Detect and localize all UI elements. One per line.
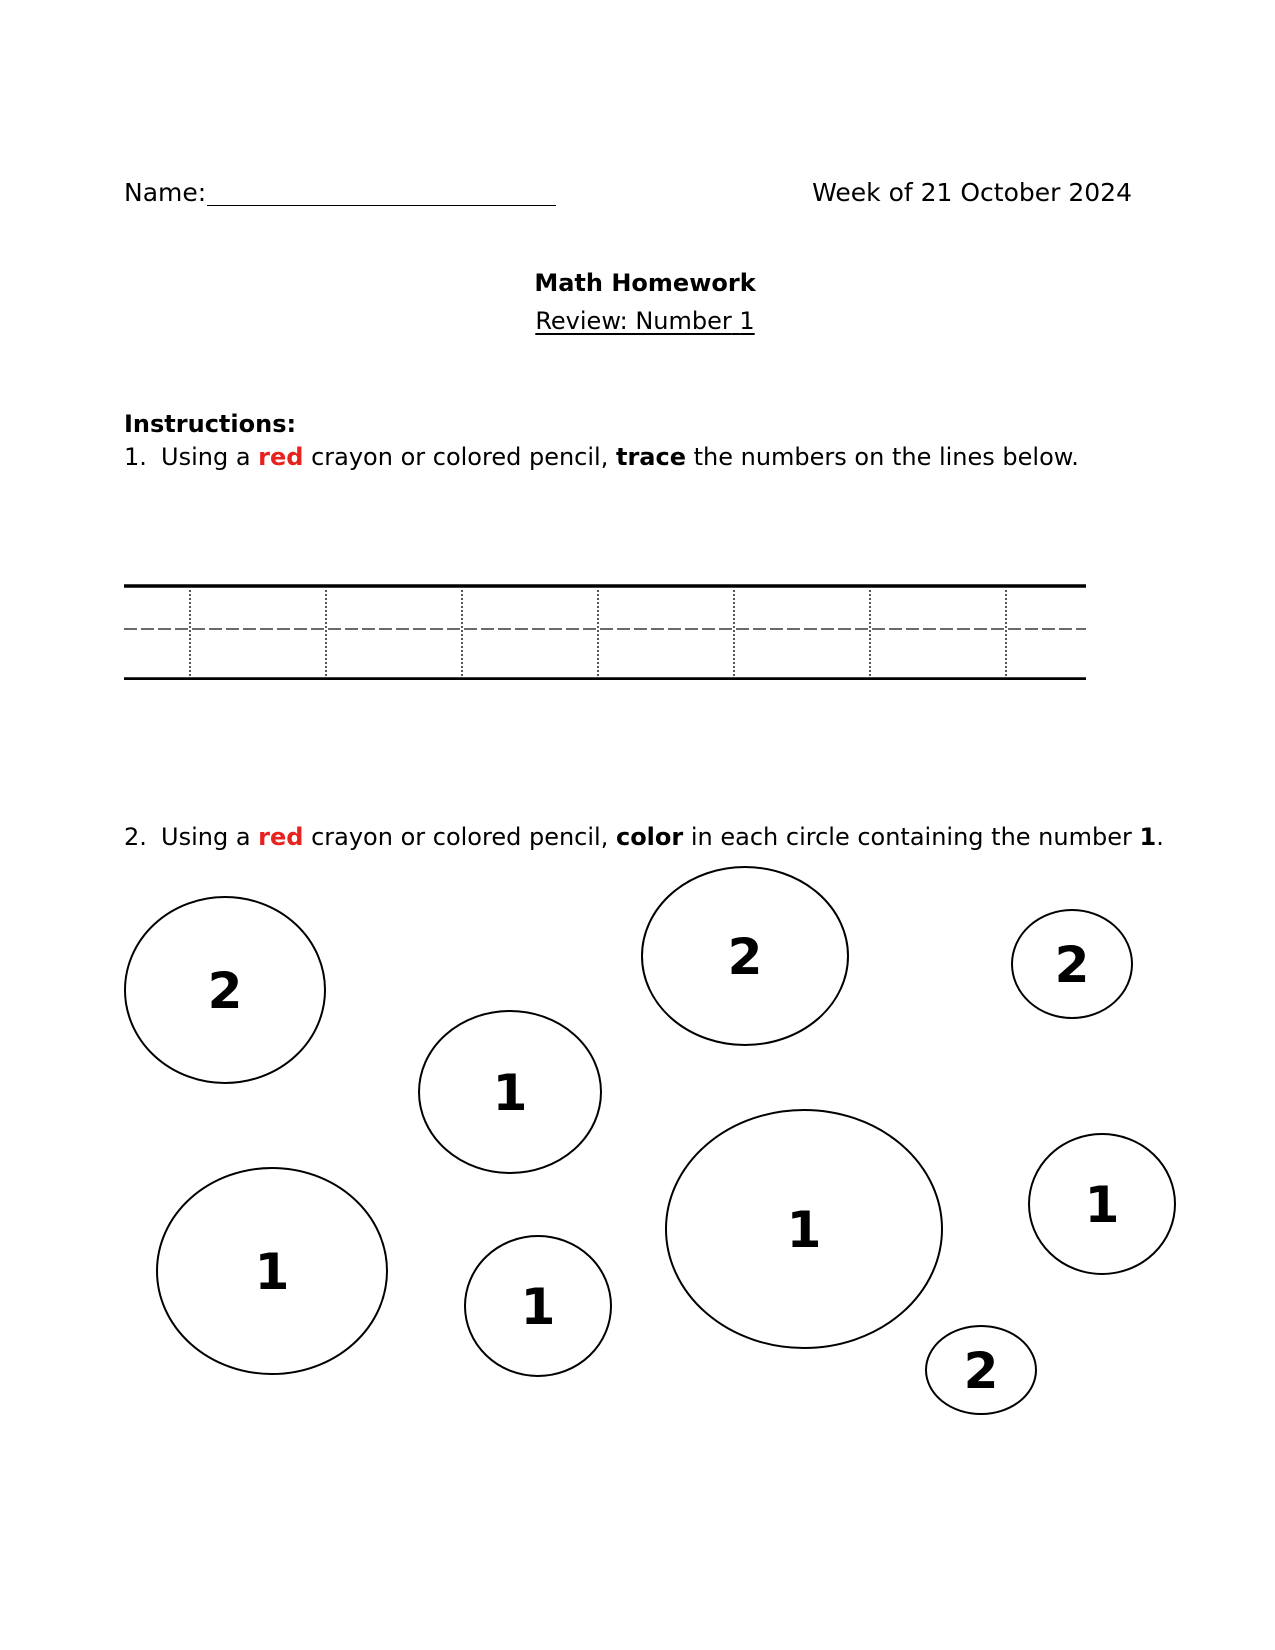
name-field-line[interactable] — [207, 205, 556, 206]
step-text-middle: crayon or colored pencil, — [303, 823, 616, 851]
circle-item[interactable] — [419, 1011, 601, 1173]
step-text-before: Using a — [161, 443, 259, 471]
step-text-middle: crayon or colored pencil, — [303, 443, 616, 471]
instruction-step-2 — [124, 822, 1164, 852]
tracing-lines[interactable] — [0, 560, 1275, 680]
instructions-heading: Instructions: — [124, 410, 297, 438]
target-number: 1 — [1139, 823, 1157, 851]
week-date: Week of 21 October 2024 — [812, 178, 1132, 207]
subtitle-text: Review: Number — [535, 307, 732, 335]
circle-number: 1 — [786, 1201, 822, 1259]
step-number: 2. — [124, 823, 147, 851]
page-title: Math Homework — [534, 269, 756, 297]
step-number: 1. — [124, 443, 147, 471]
circle-number: 2 — [1054, 936, 1090, 994]
color-word: red — [258, 823, 304, 851]
circle-item[interactable] — [1029, 1134, 1175, 1274]
circle-item[interactable] — [157, 1168, 387, 1374]
subtitle — [0, 306, 1275, 336]
circle-number: 2 — [963, 1342, 999, 1400]
trace-dividers — [190, 590, 1006, 677]
number-circles — [0, 860, 1275, 1440]
circle-item[interactable] — [666, 1110, 942, 1348]
circle-item[interactable] — [926, 1326, 1036, 1414]
step-end: . — [1156, 823, 1164, 851]
circle-item[interactable] — [642, 867, 848, 1045]
circle-item[interactable] — [125, 897, 325, 1083]
name-label: Name: — [124, 178, 207, 207]
step-text-after: the numbers on the lines below. — [685, 443, 1079, 471]
circle-number: 1 — [492, 1064, 528, 1122]
circle-number: 1 — [520, 1278, 556, 1336]
color-word: red — [258, 443, 304, 471]
action-word: trace — [615, 443, 686, 471]
action-word: color — [615, 823, 684, 851]
circle-item[interactable] — [465, 1236, 611, 1376]
subtitle-number: 1 — [739, 307, 755, 335]
step-text-after: in each circle containing the number — [683, 823, 1140, 851]
circle-number: 2 — [207, 962, 243, 1020]
circle-item[interactable] — [1012, 910, 1132, 1018]
circle-number: 1 — [254, 1243, 290, 1301]
step-text-before: Using a — [161, 823, 259, 851]
circle-number: 1 — [1084, 1176, 1120, 1234]
instruction-step-1 — [124, 442, 1079, 472]
circle-number: 2 — [727, 928, 763, 986]
